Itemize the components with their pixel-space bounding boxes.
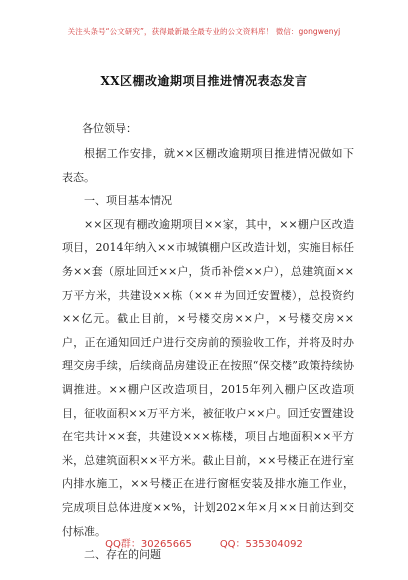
section-heading-basic-info: 一、项目基本情况 (84, 194, 172, 208)
top-banner: 关注头条号“公文研究”，获得最新最全最专业的公文资料库！ 微信：gongwenyj (67, 27, 341, 36)
salutation: 各位领导： (82, 122, 137, 135)
basic-info-paragraph: ××区现有棚改逾期项目××家，其中，××棚户区改造项目，2014年纳入××市城镇棚户区改造计划，实施目标任务××套（原址回迁××户，货币补偿××户），总建筑面××万平方米，共建设××栋（××＃为回迁安置楼），总投资约××亿元。截止目前，×号楼交房××户，×号楼交房××户，正在通知回迁户进行交房前的预验收工作，并将及时办理交房手续，后续商品房建设正在按照“保交楼”政策持续协调推进。××棚户区改造项目，2015年列入棚户区改造项目，征收面积××万平方米，被征收户××户。回迁安置建设在宅共计××套，共建设×××栋楼，项目占地面积××平方米，总建筑面积××平方米。截止目前，××号楼正在进行室内排水施工，××号楼正在进行窗框安装及排水施工作业，完成项目总体进度××%，计划202×年×月××日前达到交付标准。 (62, 217, 354, 538)
qq-number-text: QQ：535304092 (219, 539, 303, 550)
document-body (62, 142, 354, 567)
document-title: XX区棚改逾期项目推进情况表态发言 (100, 74, 308, 88)
qq-group-text: QQ群：30265665 (105, 539, 192, 550)
section-heading-problems: 二、存在的问题 (84, 548, 161, 562)
footer-contact (0, 535, 408, 550)
intro-paragraph: 根据工作安排，就××区棚改逾期项目推进情况做如下表态。 (62, 147, 354, 184)
